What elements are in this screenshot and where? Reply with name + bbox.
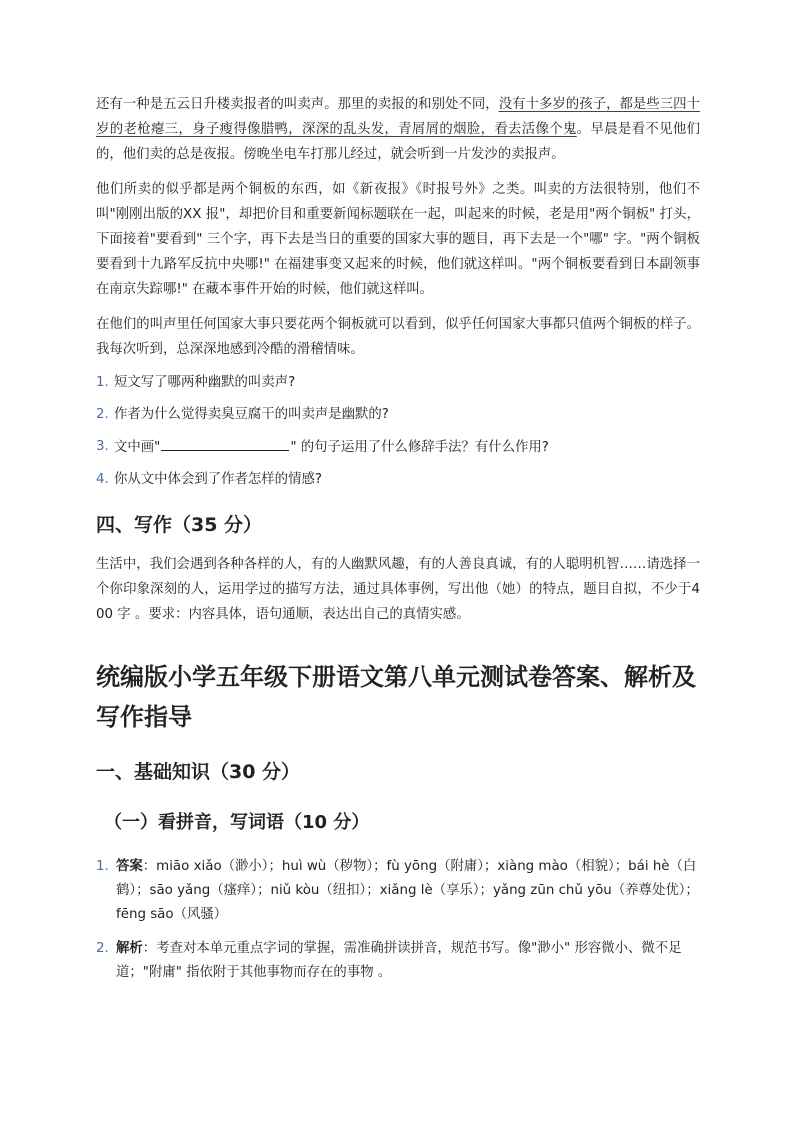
question-number: 3. (96, 439, 109, 454)
question-text: " 的句子运用了什么修辞手法？有什么作用? (290, 440, 549, 455)
subsection-heading: （一）看拼音，写词语（10 分） (104, 812, 370, 833)
answer-item (96, 855, 700, 927)
passage-paragraph-3: 在他们的叫声里任何国家大事只要花两个铜板就可以看到，似乎任何国家大事都只值两个铜板的样子。我每次听到，总深深地感到冷酷的滑稽情味。 (96, 317, 700, 357)
question-item (96, 469, 700, 490)
answer-text: ：miāo xiǎo（渺小）；huì wù（秽物）；fù yōng（附庸）；xiàng mào（相貌）；bái hè（白鹤）；sāo yǎng（瘙痒）；niǔ kòu（纽扣）；xiǎng lè（享乐）；yǎng zūn chǔ yōu（养尊处优）；fēng sāo（风骚） (116, 859, 699, 922)
answer-number: 2. (96, 941, 109, 956)
passage-text: 还有一种是五云日升楼卖报者的叫卖声。那里的卖报的和别处不同， (96, 97, 499, 112)
answer-number: 1. (96, 859, 109, 874)
question-text: 文中画" (114, 440, 161, 455)
answer-label: 解析 (116, 941, 143, 956)
answer-blank (161, 436, 289, 451)
underlined-sentence: 没有十多岁的孩子，都是些三四十岁的老枪瘪三，身子瘦得像腊鸭，深深的乱头发，青屑屑的烟脸，看去活像个鬼 (96, 97, 700, 137)
writing-heading: 四、写作（35 分） (96, 514, 263, 536)
section-heading: 一、基础知识（30 分） (96, 761, 301, 783)
question-item (96, 372, 700, 393)
passage-text: 。早晨是看不见他们的，他们卖的总是夜报。傍晚坐电车打那儿经过，就会听到一片发沙的卖报声。 (96, 122, 701, 162)
question-number: 2. (96, 407, 109, 422)
document-page (96, 92, 700, 995)
passage-paragraph-2: 他们所卖的似乎都是两个铜板的东西，如《新夜报》《时报号外》之类。叫卖的方法很特别，他们不叫"刚刚出版的XX 报"，却把价目和重要新闻标题联在一起，叫起来的时候，老是用"两个铜板" 打头，下面接着"要看到" 三个字，再下去是当日的重要的国家大事的题目，再下去是一个"哪" 字。"两个铜板要看到十九路军反抗中央哪!" 在福建事变又起来的时候，他们就这样叫。"两个铜板要看到日本副领事在南京失踪哪!" 在藏本事件开始的时候，他们就这样叫。 (96, 182, 700, 297)
question-text: 你从文中体会到了作者怎样的情感? (114, 472, 322, 487)
question-item (96, 436, 700, 458)
question-item (96, 404, 700, 425)
answer-text: ：考查对本单元重点字词的掌握，需准确拼读拼音，规范书写。像"渺小" 形容微小、微不足道；"附庸" 指依附于其他事物而存在的事物 。 (116, 941, 682, 980)
writing-prompt: 生活中，我们会遇到各种各样的人，有的人幽默风趣，有的人善良真诚，有的人聪明机智……请选择一个你印象深刻的人，运用学过的描写方法，通过具体事例，写出他（她）的特点，题目自拟，不少于400 字 。要求：内容具体，语句通顺，表达出自己的真情实感。 (96, 557, 700, 622)
answer-label: 答案 (116, 859, 143, 874)
answer-list (96, 855, 700, 985)
answer-item (96, 937, 700, 985)
question-number: 1. (96, 375, 109, 390)
answers-title: 统编版小学五年级下册语文第八单元测试卷答案、解析及写作指导 (96, 663, 696, 731)
question-list (96, 372, 700, 490)
question-number: 4. (96, 472, 109, 487)
question-text: 作者为什么觉得卖臭豆腐干的叫卖声是幽默的? (114, 407, 389, 422)
question-text: 短文写了哪两种幽默的叫卖声? (114, 375, 296, 390)
passage-paragraph-1 (96, 92, 700, 167)
